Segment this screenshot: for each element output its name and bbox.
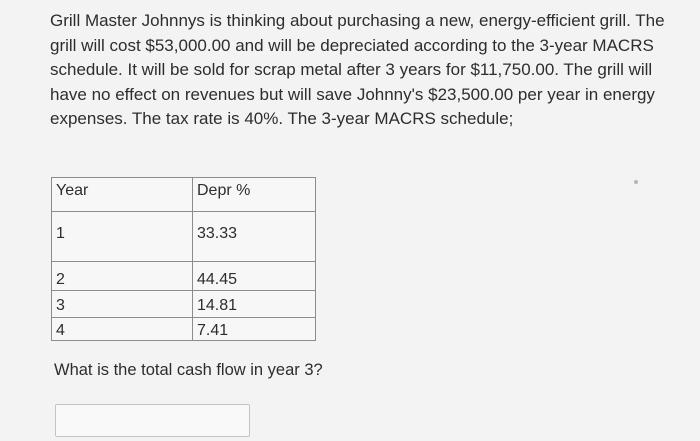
depr-cell: 44.45	[193, 262, 316, 291]
depr-cell: 7.41	[193, 318, 316, 341]
problem-line: have no effect on revenues but will save Johnny's $23,500.00 per year in energy	[50, 84, 655, 104]
problem-line: grill will cost $53,000.00 and will be depreciated according to the 3-year MACRS	[50, 35, 654, 55]
problem-line: schedule. It will be sold for scrap metal after 3 years for $11,750.00. The grill will	[50, 60, 653, 79]
problem-statement	[50, 9, 670, 132]
depr-cell: 14.81	[193, 291, 316, 318]
table-row	[52, 212, 316, 262]
year-cell: 3	[52, 291, 193, 318]
header-depr-pct: Depr %	[193, 178, 316, 212]
macrs-table	[51, 177, 316, 341]
stray-dot	[634, 180, 638, 184]
table-row	[52, 262, 316, 291]
table-row	[52, 291, 316, 318]
question-text: What is the total cash flow in year 3?	[54, 361, 323, 379]
year-cell: 2	[52, 262, 193, 291]
table-row	[52, 318, 316, 341]
table-header-row	[52, 178, 316, 212]
header-year: Year	[52, 178, 193, 212]
depr-cell: 33.33	[193, 212, 316, 262]
answer-input[interactable]	[55, 404, 250, 437]
year-cell: 1	[52, 212, 193, 262]
problem-line: expenses. The tax rate is 40%. The 3-year MACRS schedule;	[50, 109, 514, 128]
year-cell: 4	[52, 318, 193, 341]
problem-line: Grill Master Johnnys is thinking about purchasing a new, energy-efficient grill. The	[50, 11, 665, 30]
